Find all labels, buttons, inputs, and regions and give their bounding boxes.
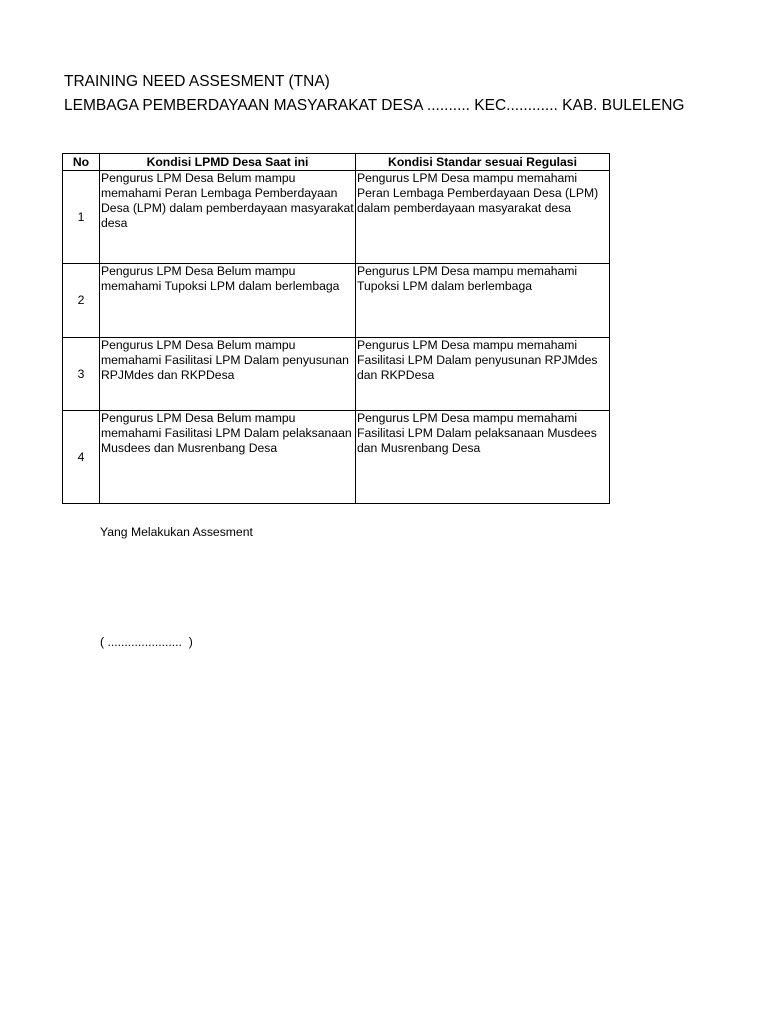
current-condition-cell: Pengurus LPM Desa Belum mampu memahami Fasilitasi LPM Dalam pelaksanaan Musdees dan Musrenbang Desa — [100, 411, 356, 504]
standard-condition-cell: Pengurus LPM Desa mampu memahami Tupoksi LPM dalam berlembaga — [356, 264, 610, 338]
table-row — [63, 338, 610, 411]
standard-condition-cell: Pengurus LPM Desa mampu memahami Peran Lembaga Pemberdayaan Desa (LPM) dalam pemberdayaan masyarakat desa — [356, 171, 610, 264]
standard-condition-cell: Pengurus LPM Desa mampu memahami Fasilitasi LPM Dalam pelaksanaan Musdees dan Musrenbang Desa — [356, 411, 610, 504]
header-no: No — [63, 154, 100, 171]
current-condition-cell: Pengurus LPM Desa Belum mampu memahami Peran Lembaga Pemberdayaan Desa (LPM) dalam pemberdayaan masyarakat desa — [100, 171, 356, 264]
table-row — [63, 264, 610, 338]
row-number: 2 — [63, 264, 100, 338]
document-title: TRAINING NEED ASSESMENT (TNA) — [64, 73, 330, 90]
row-number: 4 — [63, 411, 100, 504]
standard-condition-cell: Pengurus LPM Desa mampu memahami Fasilitasi LPM Dalam penyusunan RPJMdes dan RKPDesa — [356, 338, 610, 411]
current-condition-cell: Pengurus LPM Desa Belum mampu memahami Tupoksi LPM dalam berlembaga — [100, 264, 356, 338]
table-header-row — [63, 154, 610, 171]
table-row — [63, 171, 610, 264]
header-standard-condition: Kondisi Standar sesuai Regulasi — [356, 154, 610, 171]
row-number: 1 — [63, 171, 100, 264]
table-row — [63, 411, 610, 504]
document-subtitle: LEMBAGA PEMBERDAYAAN MASYARAKAT DESA .......... KEC............ KAB. BULELENG — [64, 97, 685, 114]
tna-table — [62, 153, 610, 504]
assessor-label: Yang Melakukan Assesment — [100, 525, 253, 539]
row-number: 3 — [63, 338, 100, 411]
current-condition-cell: Pengurus LPM Desa Belum mampu memahami Fasilitasi LPM Dalam penyusunan RPJMdes dan RKPDesa — [100, 338, 356, 411]
header-current-condition: Kondisi LPMD Desa Saat ini — [100, 154, 356, 171]
signature-placeholder: ( ...................... ) — [100, 635, 193, 649]
